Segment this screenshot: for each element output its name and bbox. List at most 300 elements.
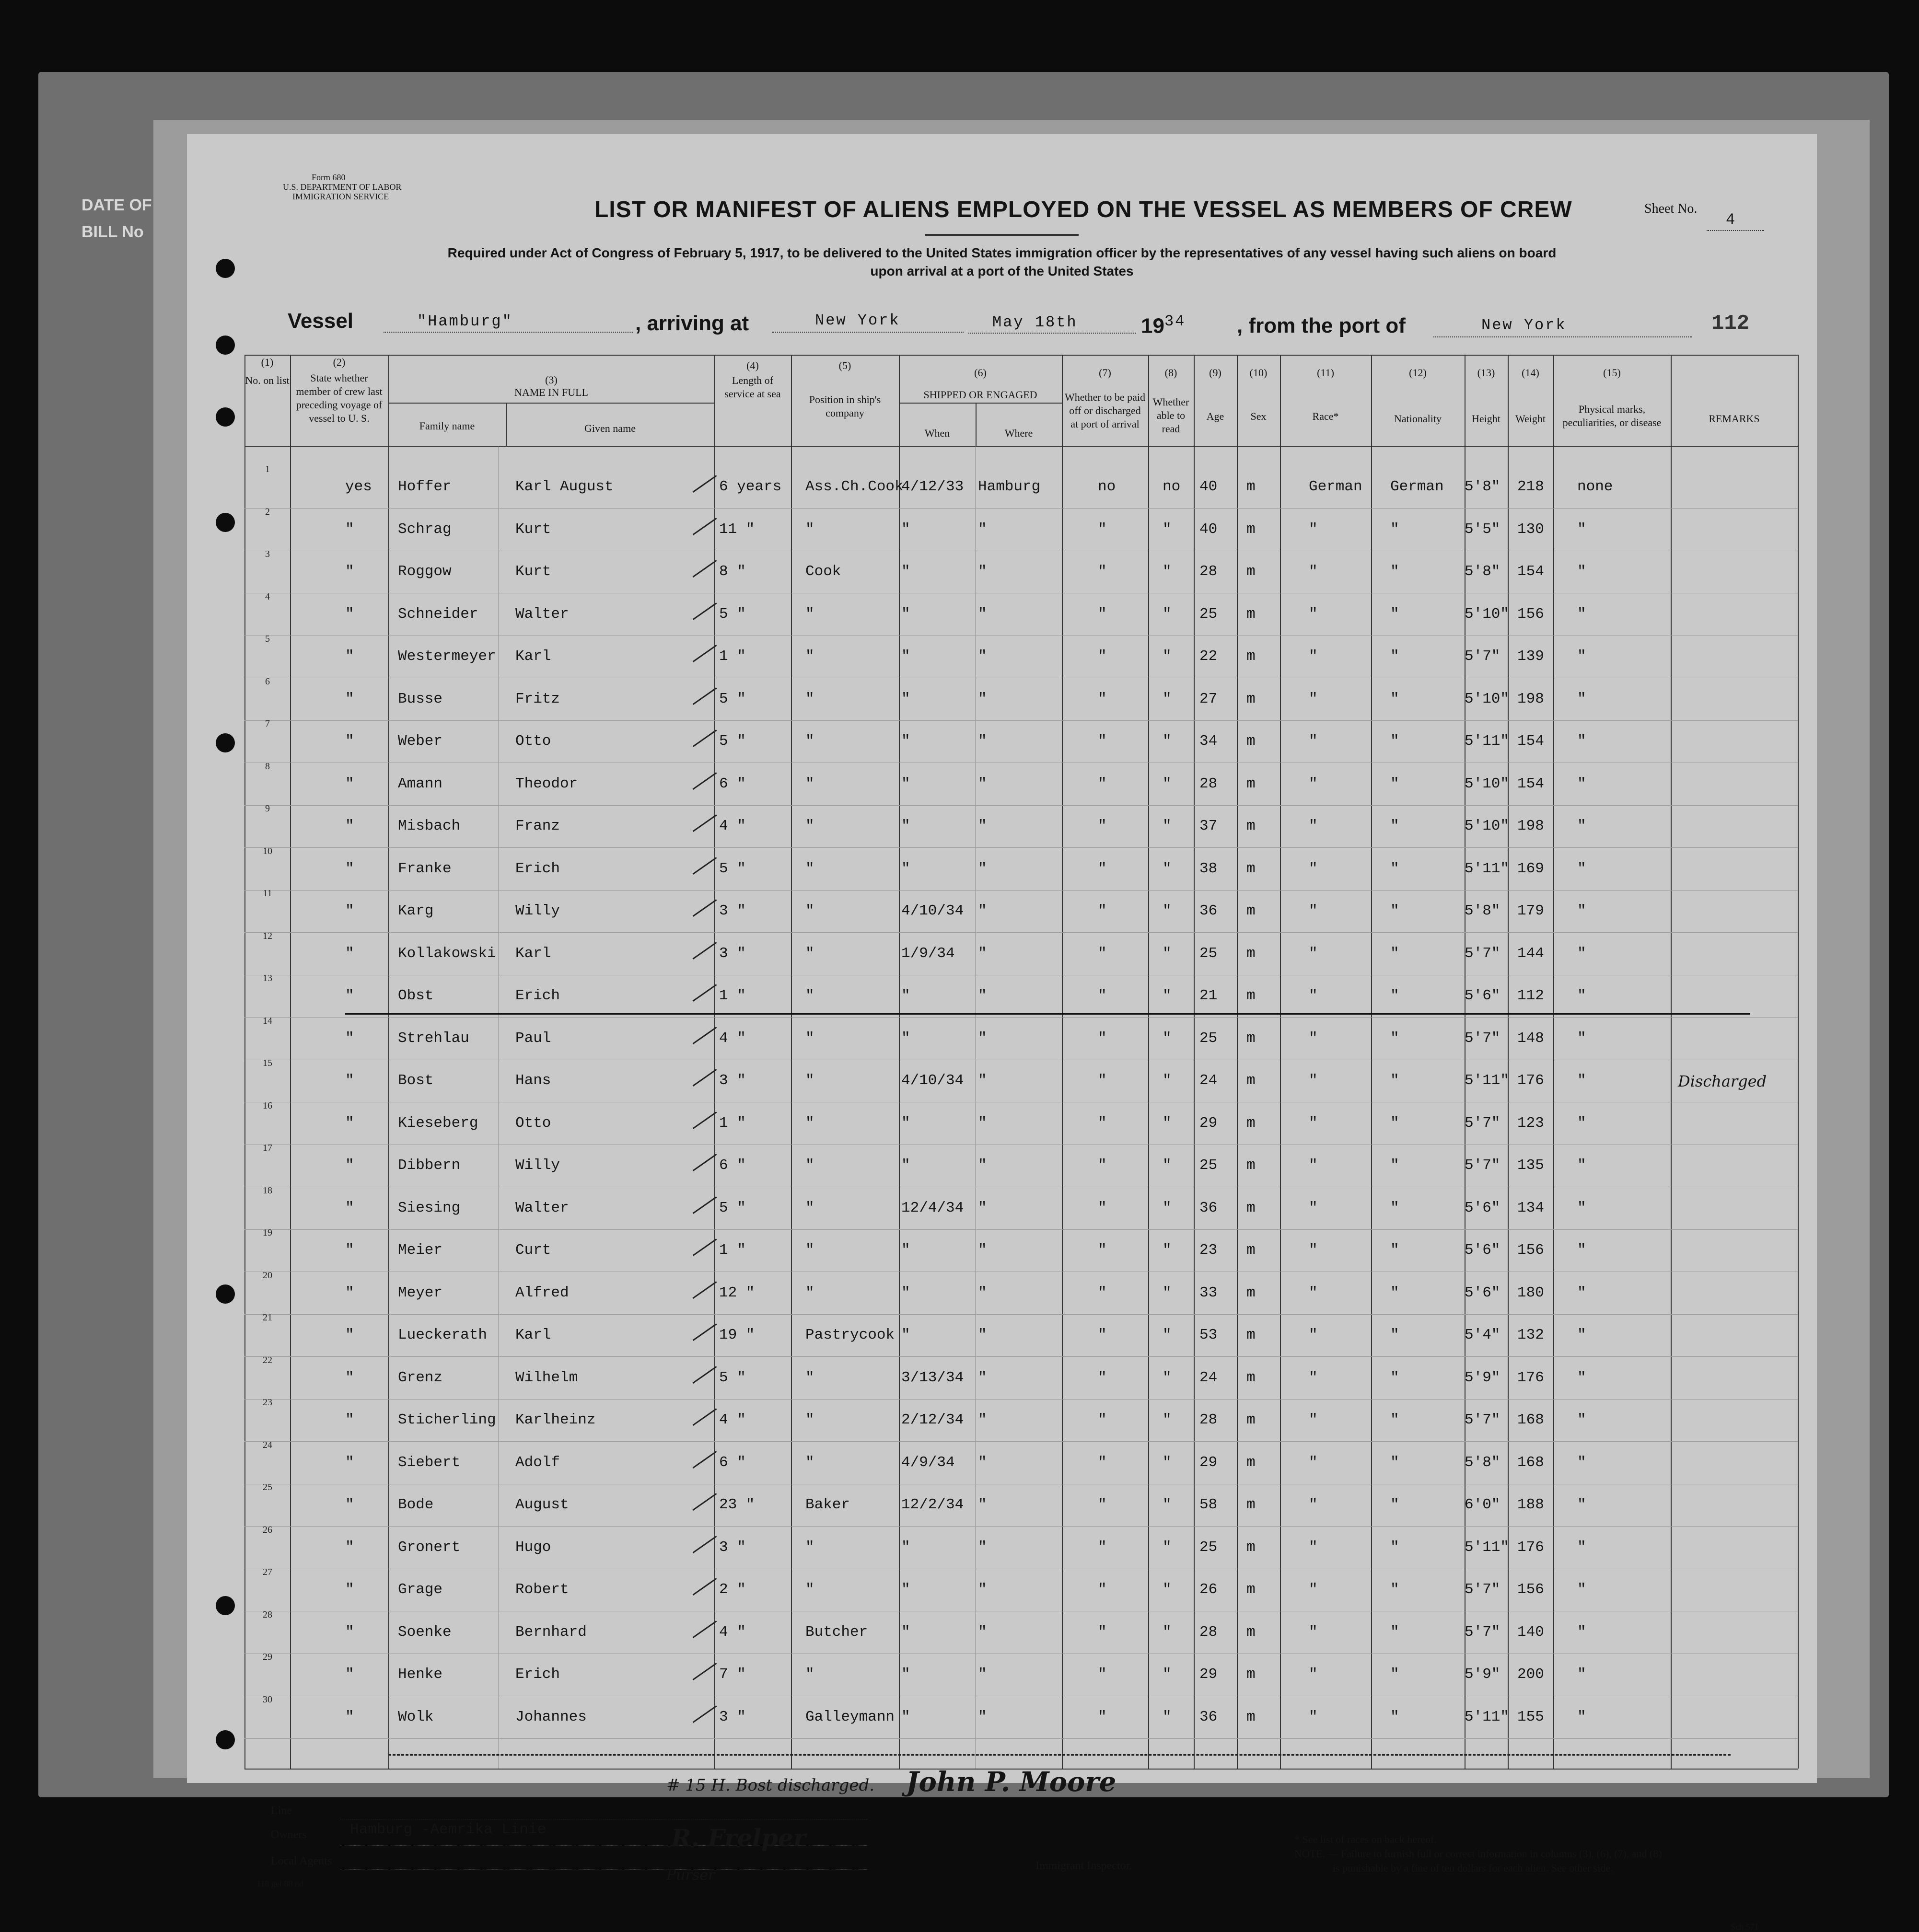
cell-family-name: Lueckerath xyxy=(398,1327,488,1343)
cell-paid-off: " xyxy=(1098,818,1107,834)
cell-height: 5'6" xyxy=(1465,1199,1500,1216)
cell-nationality: " xyxy=(1390,648,1399,665)
cell-position: " xyxy=(805,1284,814,1301)
cell-family-name: Kollakowski xyxy=(398,945,496,962)
binder-hole xyxy=(216,407,235,427)
cell-given-name: Walter xyxy=(515,605,569,623)
cell-given-name: Karl xyxy=(515,945,551,962)
cell-paid-off: " xyxy=(1098,1242,1107,1259)
colnum-9: (9) xyxy=(1209,367,1221,379)
cell-shipped-where: " xyxy=(978,605,987,623)
row-rule xyxy=(244,847,1798,848)
cell-able-to-read: " xyxy=(1163,1581,1172,1598)
cell-nationality: " xyxy=(1390,563,1399,580)
binder-label-date: DATE OF xyxy=(81,196,152,214)
cell-previous-voyage: " xyxy=(345,1369,354,1386)
cell-position: " xyxy=(805,521,814,538)
cell-previous-voyage: " xyxy=(345,1496,354,1513)
checkmark-icon xyxy=(693,1366,717,1384)
cell-shipped-where: " xyxy=(978,1708,987,1725)
row-rule xyxy=(244,1526,1798,1527)
cell-weight: 156 xyxy=(1517,1242,1544,1259)
colnum-2: (2) xyxy=(333,356,346,368)
cell-sex: m xyxy=(1246,1242,1256,1259)
cell-height: 5'10" xyxy=(1465,775,1510,792)
cell-shipped-where: " xyxy=(978,1623,987,1641)
cell-previous-voyage: " xyxy=(345,563,354,580)
cell-paid-off: " xyxy=(1098,775,1107,792)
cell-position: Galleymann xyxy=(805,1708,895,1725)
cell-sex: m xyxy=(1246,563,1256,580)
discharge-annotation: # 15 H. Bost discharged. xyxy=(666,1776,875,1795)
cell-race: " xyxy=(1309,1496,1318,1513)
cell-age: 26 xyxy=(1199,1581,1218,1598)
cell-service-length: 1 " xyxy=(719,1114,746,1132)
cell-physical-marks: " xyxy=(1577,605,1586,623)
cell-nationality: " xyxy=(1390,733,1399,750)
cell-sex: m xyxy=(1246,1708,1256,1725)
cell-height: 5'8" xyxy=(1465,563,1500,580)
cell-physical-marks: " xyxy=(1577,648,1586,665)
column-divider xyxy=(1237,355,1238,1769)
cell-previous-voyage: " xyxy=(345,860,354,877)
cell-shipped-where: " xyxy=(978,1454,987,1471)
cell-height: 5'10" xyxy=(1465,690,1510,707)
cell-position: " xyxy=(805,1199,814,1216)
cell-able-to-read: " xyxy=(1163,605,1172,623)
binder-hole xyxy=(216,1730,235,1749)
cell-nationality: " xyxy=(1390,1284,1399,1301)
cell-age: 28 xyxy=(1199,563,1218,580)
cell-family-name: Roggow xyxy=(398,563,452,580)
cell-paid-off: " xyxy=(1098,987,1107,1004)
column-divider xyxy=(1194,355,1195,1769)
cell-race: " xyxy=(1309,521,1318,538)
cell-given-name: Erich xyxy=(515,1666,560,1683)
cell-physical-marks: " xyxy=(1577,987,1586,1004)
cell-weight: 154 xyxy=(1517,775,1544,792)
cell-weight: 144 xyxy=(1517,945,1544,962)
cell-weight: 156 xyxy=(1517,1581,1544,1598)
cell-family-name: Dibbern xyxy=(398,1157,461,1174)
cell-given-name: Otto xyxy=(515,1114,551,1132)
cell-position: " xyxy=(805,648,814,665)
cell-family-name: Bode xyxy=(398,1496,434,1513)
cell-race: " xyxy=(1309,1327,1318,1343)
cell-nationality: " xyxy=(1390,521,1399,538)
shipped-subheader-line xyxy=(899,403,1062,404)
colnum-5: (5) xyxy=(838,359,851,371)
header-position: Position in ship's company xyxy=(809,393,881,419)
header-sex: Sex xyxy=(1250,410,1267,422)
row-number: 26 xyxy=(263,1524,272,1535)
cell-paid-off: " xyxy=(1098,1072,1107,1089)
cell-age: 37 xyxy=(1199,818,1218,834)
cell-height: 5'8" xyxy=(1465,478,1500,495)
checkmark-icon xyxy=(693,729,717,747)
cell-position: Ass.Ch.Cook xyxy=(805,478,904,495)
cell-family-name: Misbach xyxy=(398,818,461,834)
row-number: 3 xyxy=(265,549,270,559)
cell-service-length: 3 " xyxy=(719,902,746,919)
checkmark-icon xyxy=(693,1069,717,1087)
cell-physical-marks: " xyxy=(1577,860,1586,877)
cell-shipped-when: 4/9/34 xyxy=(901,1454,955,1471)
cell-race: " xyxy=(1309,605,1318,623)
cell-shipped-where: " xyxy=(978,1496,987,1513)
row-rule xyxy=(244,508,1798,509)
cell-physical-marks: " xyxy=(1577,1030,1586,1047)
cell-sex: m xyxy=(1246,1072,1256,1089)
cell-service-length: 19 " xyxy=(719,1327,755,1343)
row-rule xyxy=(244,932,1798,933)
header-when: When xyxy=(924,427,950,439)
cell-given-name: Hugo xyxy=(515,1539,551,1556)
header-age: Age xyxy=(1206,410,1224,422)
checkmark-icon xyxy=(693,602,717,620)
cell-paid-off: " xyxy=(1098,733,1107,750)
cell-given-name: Franz xyxy=(515,818,560,834)
cell-shipped-where: " xyxy=(978,1581,987,1598)
checkmark-icon xyxy=(693,857,717,875)
cell-physical-marks: " xyxy=(1577,1242,1586,1259)
cell-position: " xyxy=(805,1454,814,1471)
header-able-to-read: Whether able to read xyxy=(1152,396,1189,435)
cell-family-name: Karg xyxy=(398,902,434,919)
cell-service-length: 4 " xyxy=(719,1030,746,1047)
checkmark-icon xyxy=(693,1620,717,1638)
cell-service-length: 3 " xyxy=(719,945,746,962)
cell-shipped-when: 4/10/34 xyxy=(901,1072,964,1089)
cell-sex: m xyxy=(1246,987,1256,1004)
column-divider xyxy=(1508,355,1509,1769)
cell-age: 58 xyxy=(1199,1496,1218,1513)
cell-height: 5'7" xyxy=(1465,1411,1500,1428)
cell-shipped-when: 4/12/33 xyxy=(901,478,964,495)
cell-age: 36 xyxy=(1199,902,1218,919)
cell-weight: 176 xyxy=(1517,1072,1544,1089)
vessel-line xyxy=(384,332,633,333)
cell-given-name: Karl xyxy=(515,1327,551,1343)
cell-able-to-read: no xyxy=(1163,478,1181,495)
column-divider xyxy=(244,355,245,1769)
cell-height: 5'6" xyxy=(1465,1284,1500,1301)
column-divider xyxy=(714,355,715,1769)
colnum-15: (15) xyxy=(1603,367,1621,379)
cell-previous-voyage: " xyxy=(345,1539,354,1556)
row-number: 5 xyxy=(265,634,270,644)
table-header-bottom xyxy=(244,446,1798,447)
header-where: Where xyxy=(1004,427,1033,439)
cell-shipped-where: Hamburg xyxy=(978,478,1041,495)
cell-physical-marks: " xyxy=(1577,1199,1586,1216)
cell-weight: 176 xyxy=(1517,1539,1544,1556)
checkmark-icon xyxy=(693,1663,717,1680)
header-name-in-full: NAME IN FULL xyxy=(514,386,588,398)
cell-position: " xyxy=(805,733,814,750)
cell-race: " xyxy=(1309,1708,1318,1725)
cell-given-name: Hans xyxy=(515,1072,551,1089)
checkmark-icon xyxy=(693,942,717,960)
cell-age: 27 xyxy=(1199,690,1218,707)
cell-previous-voyage: " xyxy=(345,818,354,834)
row-number: 23 xyxy=(263,1397,272,1408)
cell-physical-marks: " xyxy=(1577,1327,1586,1343)
checkmark-icon xyxy=(693,814,717,832)
cell-nationality: " xyxy=(1390,1623,1399,1641)
header-paid-off: Whether to be paid off or discharged at port of arrival xyxy=(1065,391,1145,430)
cell-paid-off: " xyxy=(1098,1496,1107,1513)
cell-paid-off: " xyxy=(1098,945,1107,962)
cell-paid-off: " xyxy=(1098,1157,1107,1174)
cell-given-name: Kurt xyxy=(515,563,551,580)
cell-weight: 168 xyxy=(1517,1411,1544,1428)
cell-family-name: Grage xyxy=(398,1581,443,1598)
cell-sex: m xyxy=(1246,1327,1256,1343)
cell-physical-marks: " xyxy=(1577,1284,1586,1301)
cell-able-to-read: " xyxy=(1163,1369,1172,1386)
cell-physical-marks: " xyxy=(1577,1072,1586,1089)
arriving-port: New York xyxy=(815,312,900,329)
cell-weight: 176 xyxy=(1517,1369,1544,1386)
cell-previous-voyage: " xyxy=(345,1411,354,1428)
row-number: 18 xyxy=(263,1185,272,1196)
cell-shipped-where: " xyxy=(978,1539,987,1556)
cell-position: " xyxy=(805,1157,814,1174)
race-footnote: * See list of races on back hereof. xyxy=(1294,1833,1437,1845)
year-prefix: 19 xyxy=(1141,314,1164,338)
cell-paid-off: " xyxy=(1098,860,1107,877)
cell-race: " xyxy=(1309,690,1318,707)
cell-sex: m xyxy=(1246,1666,1256,1683)
cell-able-to-read: " xyxy=(1163,945,1172,962)
cell-service-length: 2 " xyxy=(719,1581,746,1598)
cell-nationality: " xyxy=(1390,1411,1399,1428)
cell-position: " xyxy=(805,775,814,792)
cell-height: 5'7" xyxy=(1465,1623,1500,1641)
arrival-year xyxy=(1141,312,1186,338)
cell-previous-voyage: " xyxy=(345,1284,354,1301)
cell-weight: 168 xyxy=(1517,1454,1544,1471)
cell-given-name: Johannes xyxy=(515,1708,587,1725)
cell-height: 5'11" xyxy=(1465,1072,1510,1089)
cell-given-name: August xyxy=(515,1496,569,1513)
cell-previous-voyage: " xyxy=(345,1454,354,1471)
cell-previous-voyage: " xyxy=(345,945,354,962)
purser-label: Purser xyxy=(666,1867,715,1884)
subtitle-line1: Required under Act of Congress of February 5, 1917, to be delivered to the United States immigration officer by the representatives of any vessel having such aliens on board xyxy=(447,245,1557,260)
column-divider xyxy=(1148,355,1149,1769)
checkmark-icon xyxy=(693,1238,717,1256)
column-divider xyxy=(1371,355,1372,1769)
cell-service-length: 5 " xyxy=(719,860,746,877)
column-divider xyxy=(791,355,792,1769)
form-id-block xyxy=(283,173,401,201)
cell-paid-off: " xyxy=(1098,1581,1107,1598)
checkmark-icon xyxy=(693,687,717,705)
checkmark-icon xyxy=(693,1536,717,1553)
arrival-date: May 18th xyxy=(992,313,1078,331)
row-rule xyxy=(244,1017,1798,1018)
cell-height: 5'6" xyxy=(1465,987,1500,1004)
row-number: 6 xyxy=(265,676,270,687)
column-divider xyxy=(1062,355,1063,1769)
arriving-label: , arriving at xyxy=(635,312,749,335)
cell-height: 5'5" xyxy=(1465,521,1500,538)
row-rule xyxy=(244,805,1798,806)
cell-position: " xyxy=(805,1411,814,1428)
cell-position: " xyxy=(805,1539,814,1556)
cell-height: 5'7" xyxy=(1465,1030,1500,1047)
cell-nationality: " xyxy=(1390,1327,1399,1343)
checkmark-icon xyxy=(693,475,717,493)
cell-weight: 154 xyxy=(1517,733,1544,750)
cell-position: Baker xyxy=(805,1496,850,1513)
cell-family-name: Schneider xyxy=(398,605,478,623)
cell-previous-voyage: " xyxy=(345,1666,354,1683)
cell-service-length: 11 " xyxy=(719,521,755,538)
cell-height: 5'7" xyxy=(1465,1157,1500,1174)
cell-shipped-where: " xyxy=(978,987,987,1004)
cell-previous-voyage: " xyxy=(345,1242,354,1259)
cell-service-length: 4 " xyxy=(719,1623,746,1641)
cell-previous-voyage: yes xyxy=(345,478,372,495)
cell-height: 5'9" xyxy=(1465,1666,1500,1683)
row-number: 16 xyxy=(263,1100,272,1111)
cell-shipped-when: 12/4/34 xyxy=(901,1199,964,1216)
cell-height: 5'8" xyxy=(1465,1454,1500,1471)
cell-age: 28 xyxy=(1199,1623,1218,1641)
colnum-14: (14) xyxy=(1522,367,1539,379)
header-given-name: Given name xyxy=(584,422,636,434)
cell-shipped-where: " xyxy=(978,860,987,877)
checkmark-icon xyxy=(693,1323,717,1341)
colnum-6: (6) xyxy=(974,367,987,379)
cell-family-name: Grenz xyxy=(398,1369,443,1386)
cell-sex: m xyxy=(1246,1623,1256,1641)
checkmark-icon xyxy=(693,1408,717,1426)
cell-height: 5'7" xyxy=(1465,648,1500,665)
cell-given-name: Erich xyxy=(515,987,560,1004)
sheet-number-value: 4 xyxy=(1726,211,1737,229)
cell-physical-marks: " xyxy=(1577,1581,1586,1598)
cell-physical-marks: " xyxy=(1577,1666,1586,1683)
cell-age: 40 xyxy=(1199,478,1218,495)
cell-able-to-read: " xyxy=(1163,987,1172,1004)
cell-weight: 123 xyxy=(1517,1114,1544,1132)
cell-given-name: Kurt xyxy=(515,521,551,538)
cell-previous-voyage: " xyxy=(345,1114,354,1132)
colnum-7: (7) xyxy=(1099,367,1111,379)
cell-position: Pastrycook xyxy=(805,1327,895,1343)
header-previous-voyage: State whether member of crew last preceding voyage of vessel to U. S. xyxy=(296,372,383,424)
cell-given-name: Theodor xyxy=(515,775,578,792)
header-physical-marks: Physical marks, peculiarities, or disease xyxy=(1562,403,1662,428)
cell-service-length: 3 " xyxy=(719,1072,746,1089)
cell-able-to-read: " xyxy=(1163,1199,1172,1216)
cell-previous-voyage: " xyxy=(345,987,354,1004)
cell-paid-off: " xyxy=(1098,902,1107,919)
cell-shipped-when: " xyxy=(901,987,910,1004)
cell-sex: m xyxy=(1246,902,1256,919)
cell-sex: m xyxy=(1246,1199,1256,1216)
cell-race: German xyxy=(1309,478,1362,495)
cell-shipped-when: 4/10/34 xyxy=(901,902,964,919)
row-number: 21 xyxy=(263,1312,272,1323)
cell-age: 36 xyxy=(1199,1708,1218,1725)
column-divider xyxy=(1280,355,1281,1769)
cell-service-length: 6 years xyxy=(719,478,782,495)
name-subheader-line xyxy=(388,403,714,404)
cell-family-name: Sticherling xyxy=(398,1411,496,1428)
cell-age: 25 xyxy=(1199,605,1218,623)
cell-paid-off: " xyxy=(1098,605,1107,623)
cell-shipped-where: " xyxy=(978,1369,987,1386)
cell-service-length: 6 " xyxy=(719,1157,746,1174)
cell-able-to-read: " xyxy=(1163,1623,1172,1641)
cell-nationality: " xyxy=(1390,1581,1399,1598)
cell-paid-off: " xyxy=(1098,1708,1107,1725)
cell-shipped-when: 3/13/34 xyxy=(901,1369,964,1386)
cell-age: 29 xyxy=(1199,1114,1218,1132)
cell-race: " xyxy=(1309,775,1318,792)
cell-age: 22 xyxy=(1199,648,1218,665)
cell-family-name: Meyer xyxy=(398,1284,443,1301)
cell-height: 5'11" xyxy=(1465,1539,1510,1556)
page-number: 112 xyxy=(1711,312,1750,335)
cell-given-name: Otto xyxy=(515,733,551,750)
cell-sex: m xyxy=(1246,478,1256,495)
cell-weight: 140 xyxy=(1517,1623,1544,1641)
cell-weight: 169 xyxy=(1517,860,1544,877)
subtitle-line2: upon arrival at a port of the United States xyxy=(870,264,1134,278)
cell-race: " xyxy=(1309,733,1318,750)
cell-sex: m xyxy=(1246,860,1256,877)
header-race: Race* xyxy=(1312,410,1339,422)
row-number: 17 xyxy=(263,1143,272,1153)
row-number: 29 xyxy=(263,1652,272,1662)
cell-given-name: Walter xyxy=(515,1199,569,1216)
cell-nationality: " xyxy=(1390,860,1399,877)
cell-weight: 134 xyxy=(1517,1199,1544,1216)
cell-shipped-when: " xyxy=(901,1242,910,1259)
cell-able-to-read: " xyxy=(1163,521,1172,538)
cell-family-name: Soenke xyxy=(398,1623,452,1641)
cell-previous-voyage: " xyxy=(345,1072,354,1089)
cell-family-name: Franke xyxy=(398,860,452,877)
checkmark-icon xyxy=(693,1451,717,1469)
cell-shipped-where: " xyxy=(978,1242,987,1259)
cell-weight: 130 xyxy=(1517,521,1544,538)
header-length-of-service: Length of service at sea xyxy=(724,374,781,400)
cell-family-name: Siesing xyxy=(398,1199,461,1216)
cell-able-to-read: " xyxy=(1163,1114,1172,1132)
cell-given-name: Alfred xyxy=(515,1284,569,1301)
cell-physical-marks: " xyxy=(1577,1539,1586,1556)
cell-sex: m xyxy=(1246,648,1256,665)
owners-label: Owners xyxy=(271,1828,307,1841)
cell-able-to-read: " xyxy=(1163,563,1172,580)
cell-nationality: " xyxy=(1390,775,1399,792)
header-weight: Weight xyxy=(1515,413,1546,425)
row-rule xyxy=(244,1314,1798,1315)
cell-height: 5'9" xyxy=(1465,1369,1500,1386)
cell-shipped-where: " xyxy=(978,563,987,580)
cell-given-name: Karlheinz xyxy=(515,1411,596,1428)
cell-service-length: 3 " xyxy=(719,1708,746,1725)
header-remarks: REMARKS xyxy=(1709,413,1760,425)
checkmark-icon xyxy=(693,1493,717,1511)
